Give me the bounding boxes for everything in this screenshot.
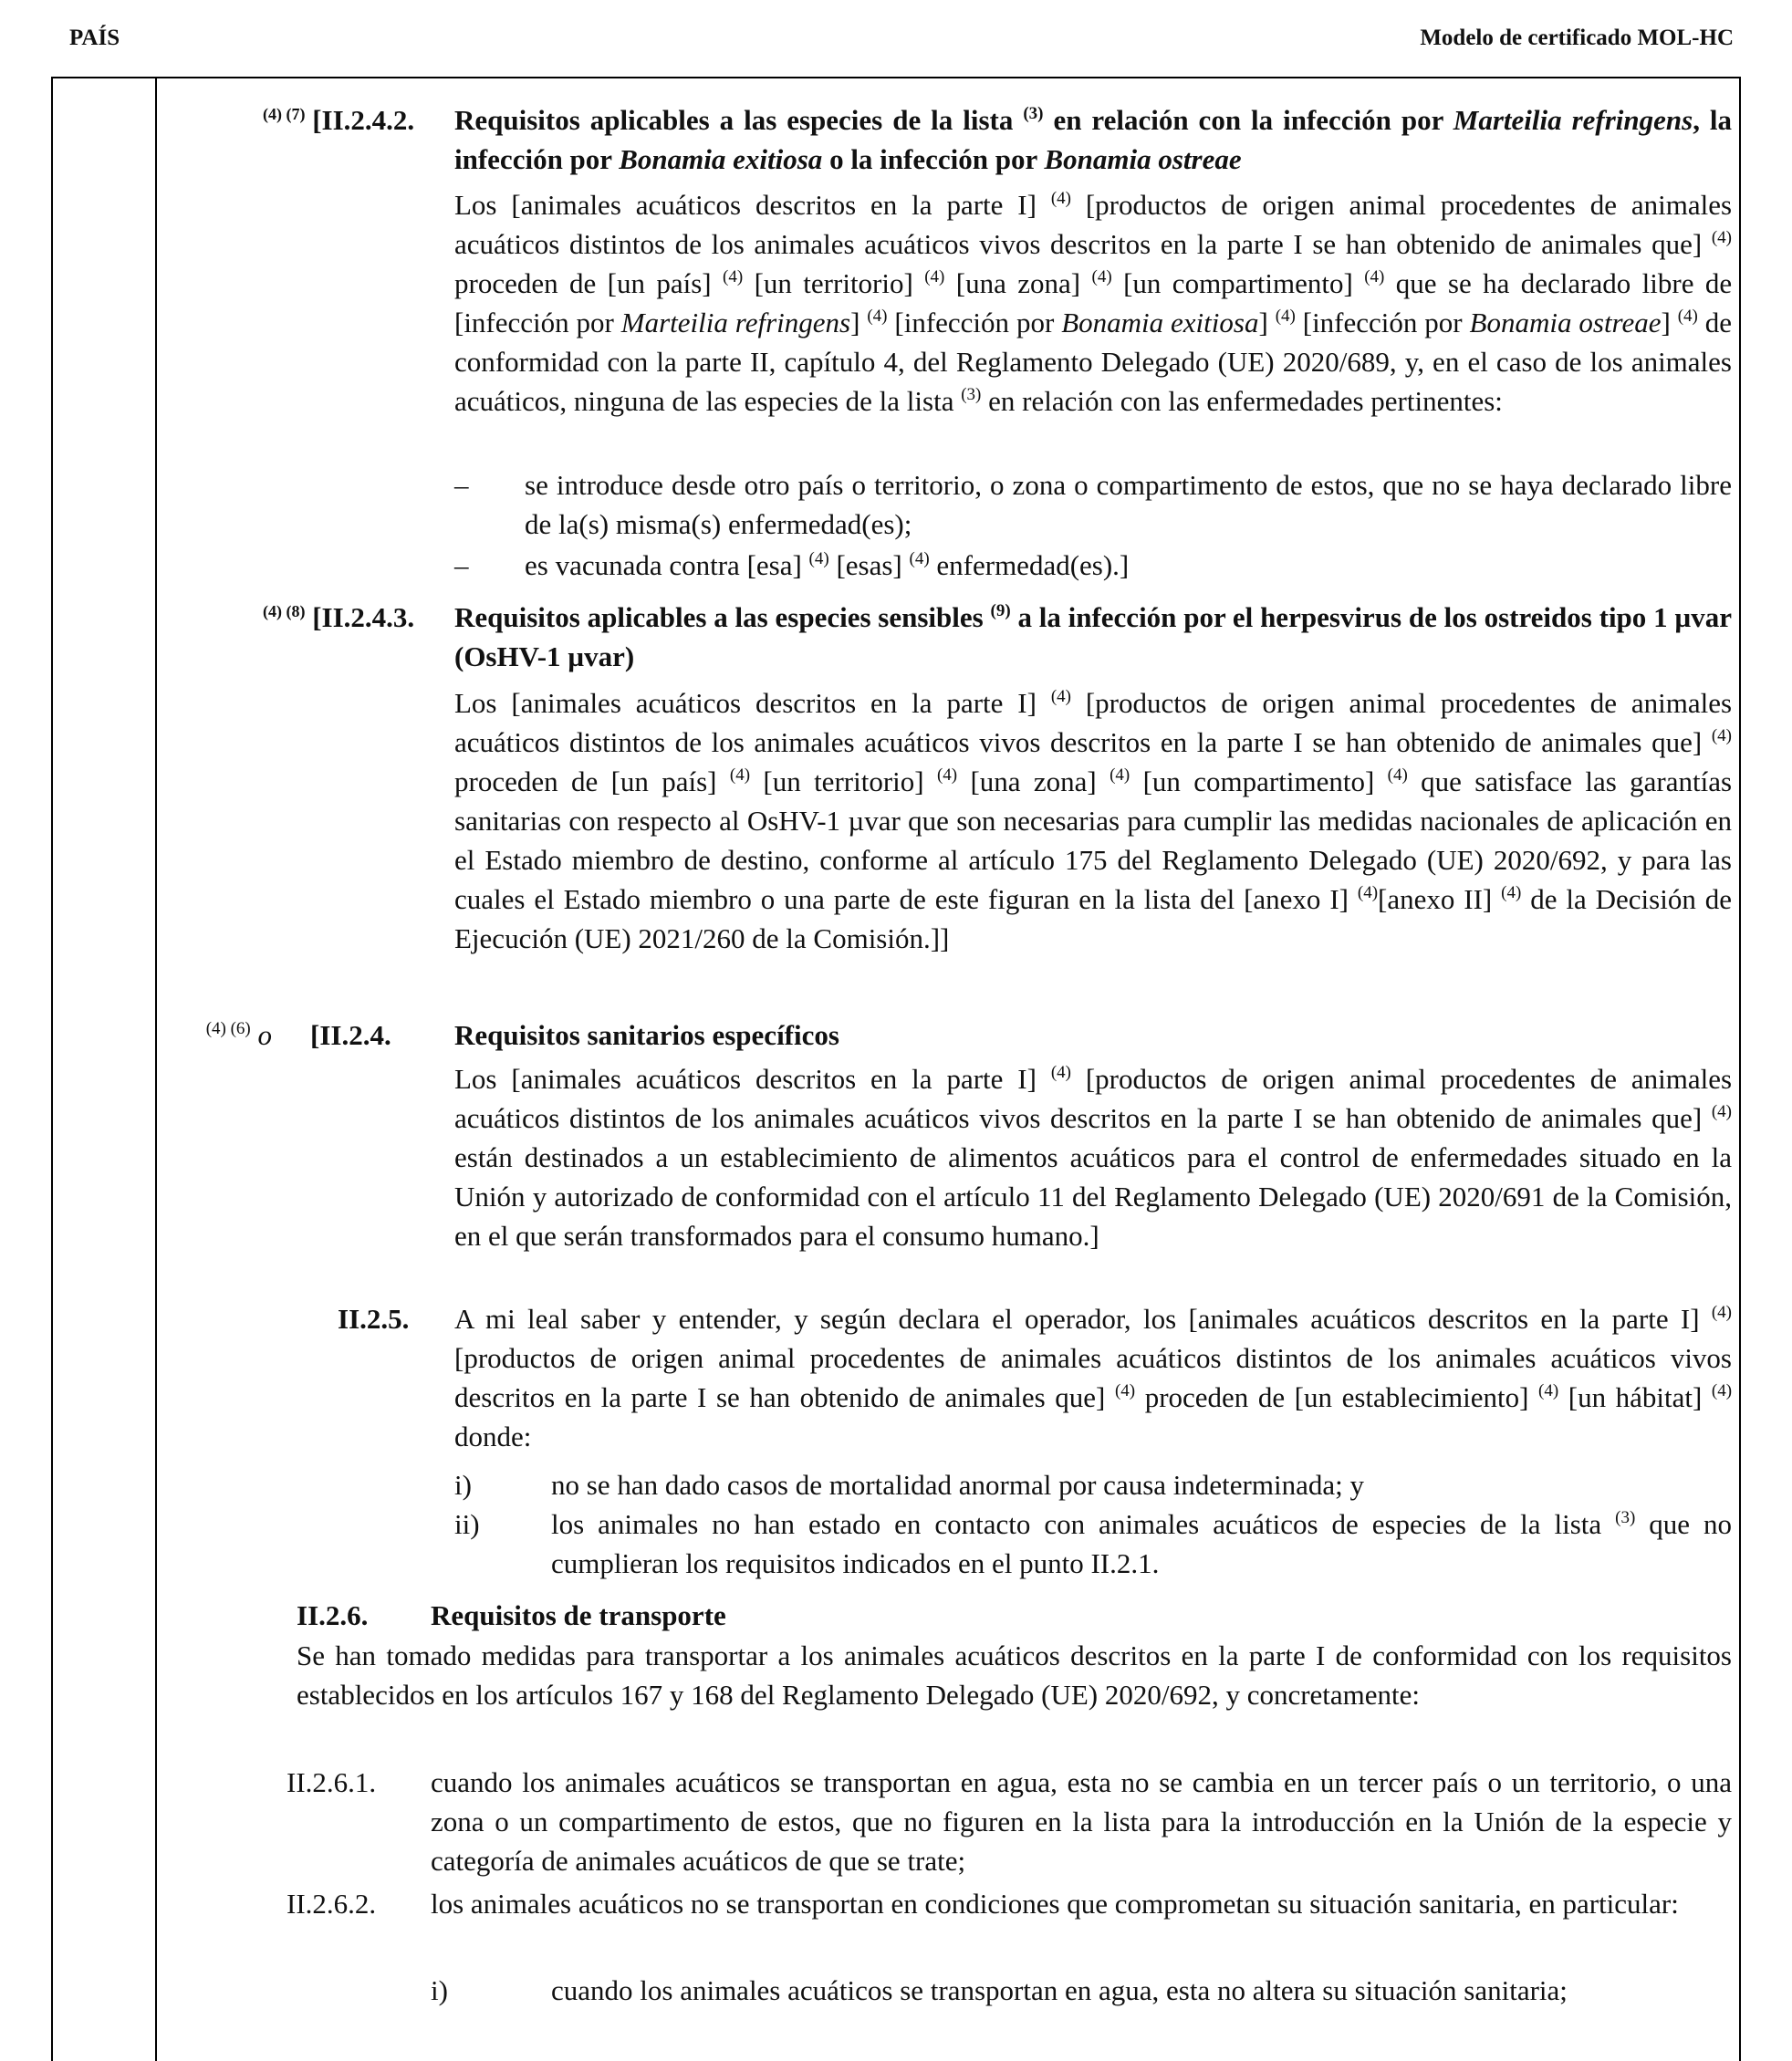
footnote-ref: (3) xyxy=(1023,104,1044,123)
text-run: proceden de [un país] xyxy=(454,267,712,299)
footnote-ref: (4) xyxy=(1357,883,1379,902)
text-run: que no cumplieran los requisitos indicados en el punto II.2.1. xyxy=(551,1508,1733,1579)
s262-text: los animales acuáticos no se transportan en condiciones que comprometan su situación sanitaria, en particular: xyxy=(431,1888,1679,1920)
text-run: [productos de origen animal procedentes de animales acuáticos distintos de los animales acuáticos vivos descritos en la parte I se han obtenido de animales que] xyxy=(454,687,1733,758)
s242-number: [II.2.4.2. xyxy=(312,104,415,136)
s26-title: Requisitos de transporte xyxy=(431,1599,726,1631)
footnote-ref: (4) xyxy=(924,267,945,286)
s242-h2: en relación con la infección por xyxy=(1053,104,1443,136)
footnote-ref: (4) xyxy=(1091,267,1112,286)
footnote-ref: (4) xyxy=(1275,307,1296,326)
footnote-ref: (4) xyxy=(867,307,888,326)
text-run: [productos de origen animal procedentes de animales acuáticos distintos de los animales acuáticos vivos descritos en la parte I se han obtenido de animales que] xyxy=(454,1063,1733,1134)
text-run: es vacunada contra [esa] xyxy=(525,549,802,581)
footnote-ref: (4) xyxy=(909,549,930,568)
footnote-ref: (4) xyxy=(1711,726,1732,745)
text-run: de conformidad con la parte II, capítulo 4, del Reglamento Delegado (UE) 2020/689, y, en el caso de los animales acuáticos, ninguna de las especies de la lista xyxy=(454,307,1733,417)
footnote-ref: (4) xyxy=(1711,1303,1732,1322)
text-run: [productos de origen animal procedentes de animales acuáticos distintos de los animales acuáticos vivos descritos en la parte I se han obtenido de animales que] xyxy=(454,189,1733,260)
s243-heading xyxy=(454,598,1732,676)
footnote-ref: (4) xyxy=(1387,765,1408,785)
footnote-ref: (4) xyxy=(1538,1381,1559,1400)
s24-number: [II.2.4. xyxy=(310,1019,391,1051)
text-run: [anexo II] xyxy=(1378,883,1493,915)
species-name: Bonamia ostreae xyxy=(1469,307,1662,338)
s243-h1: Requisitos aplicables a las especies sensibles xyxy=(454,601,984,633)
footnote-ref: (9) xyxy=(990,601,1011,620)
text-run: ] xyxy=(850,307,860,338)
text-run: ] xyxy=(1258,307,1268,338)
text-run: [productos de origen animal procedentes de animales acuáticos distintos de los animales acuáticos vivos descritos en la parte I se han obtenido de animales que] xyxy=(454,1342,1732,1413)
s242-h4: o la infección por xyxy=(829,143,1037,175)
footnote-ref: (4) xyxy=(1711,1102,1732,1121)
s262-number: II.2.6.2. xyxy=(287,1888,377,1920)
text-run: [un compartimento] xyxy=(1123,267,1353,299)
text-run: [esas] xyxy=(836,549,902,581)
text-run: están destinados a un establecimiento de alimentos acuáticos para el control de enfermedades situado en la Unión y autorizado de conformidad con el artículo 11 del Reglamento Delegado (UE) 2020/691 de la Comisión, en el que serán transformados para el consumo humano.] xyxy=(454,1141,1732,1252)
footnote-ref: (3) xyxy=(1615,1508,1636,1527)
footnote-ref: (4) xyxy=(1711,228,1732,247)
s25-item-ii-number: ii) xyxy=(454,1508,480,1540)
s24-title: Requisitos sanitarios específicos xyxy=(454,1019,839,1051)
footnote-ref: (4) xyxy=(936,765,958,785)
s262-item-i-number: i) xyxy=(431,1974,448,2006)
text-run: [una zona] xyxy=(970,765,1097,797)
footnote-ref: (4) xyxy=(1050,1063,1071,1082)
s242-heading xyxy=(454,100,1732,179)
s242-species-2: Bonamia exitiosa xyxy=(619,143,823,175)
s26-intro: Se han tomado medidas para transportar a los animales acuáticos descritos en la parte I de conformidad con los requisitos establecidos en los artículos 167 y 168 del Reglamento Delegado (UE) 2020/692, y concretamente: xyxy=(297,1639,1732,1711)
s25-item-i-number: i) xyxy=(454,1469,472,1501)
species-name: Marteilia refringens xyxy=(620,307,851,338)
text-run: A mi leal saber y entender, y según declara el operador, los [animales acuáticos descritos en la parte I] xyxy=(454,1303,1700,1335)
footnote-ref: (4) xyxy=(1677,307,1698,326)
text-run: los animales no han estado en contacto con animales acuáticos de especies de la lista xyxy=(551,1508,1602,1540)
s242-species-1: Marteilia refringens xyxy=(1453,104,1693,136)
footnote-ref: (4) xyxy=(1711,1381,1733,1400)
text-run: que satisface las garantías sanitarias con respecto al OsHV-1 µvar que son necesarias para cumplir las medidas nacionales de aplicación en el Estado miembro de destino, conforme al artículo 175 del Reglamento Delegado (UE) 2020/692, y para las cuales el Estado miembro o una parte de este figuran en la lista del [anexo I] xyxy=(454,765,1733,915)
s24-marker xyxy=(155,1015,272,1055)
dash-bullet: – xyxy=(454,469,469,501)
s242-paragraph xyxy=(454,185,1732,421)
s242-species-3: Bonamia ostreae xyxy=(1044,143,1242,175)
text-run: enfermedad(es).] xyxy=(936,549,1130,581)
footnote-ref: (4) xyxy=(808,549,829,568)
footnote-ref: (4) xyxy=(1364,267,1385,286)
s242-h1: Requisitos aplicables a las especies de la lista xyxy=(454,104,1014,136)
text-run: [un territorio] xyxy=(763,765,924,797)
s242-h3: , la infección por xyxy=(454,104,1733,175)
text-run: [un compartimento] xyxy=(1142,765,1375,797)
text-run: [infección por xyxy=(1302,307,1463,338)
dash-bullet: – xyxy=(454,549,469,581)
header-country: PAÍS xyxy=(69,26,120,50)
s26-number: II.2.6. xyxy=(297,1599,369,1631)
s25-paragraph xyxy=(454,1299,1732,1456)
text-run: [un hábitat] xyxy=(1568,1381,1703,1413)
text-run: [infección por xyxy=(894,307,1055,338)
footnote-ref: (4) xyxy=(1110,765,1130,785)
s24-paragraph xyxy=(454,1059,1732,1255)
footnote-marker: (4) (7) xyxy=(263,105,306,123)
text-run: proceden de [un país] xyxy=(454,765,717,797)
s261-number: II.2.6.1. xyxy=(287,1766,377,1798)
footnote-ref: (4) xyxy=(1050,687,1071,706)
text-run: de la Decisión de Ejecución (UE) 2021/260 de la Comisión.]] xyxy=(454,883,1733,954)
or-marker: o xyxy=(257,1019,272,1051)
text-run: proceden de [un establecimiento] xyxy=(1144,1381,1529,1413)
footnote-ref: (4) xyxy=(723,267,744,286)
text-run: donde: xyxy=(454,1421,532,1452)
text-run: Los [animales acuáticos descritos en la parte I] xyxy=(454,1063,1037,1095)
s25-item-i: no se han dado casos de mortalidad anormal por causa indeterminada; y xyxy=(551,1469,1364,1501)
s242-list-item-1: se introduce desde otro país o territorio, o zona o compartimento de estos, que no se haya declarado libre de la(s) misma(s) enfermedad(es); xyxy=(525,469,1732,540)
header-model: Modelo de certificado MOL-HC xyxy=(1420,26,1734,50)
footnote-marker: (4) (8) xyxy=(263,602,306,620)
footnote-ref: (4) xyxy=(1050,189,1071,208)
species-name: Bonamia exitiosa xyxy=(1061,307,1259,338)
s243-paragraph xyxy=(454,683,1732,958)
footnote-ref: (3) xyxy=(961,385,982,404)
column-divider xyxy=(155,77,157,2061)
s25-item-ii xyxy=(551,1504,1732,1583)
footnote-marker: (4) (6) xyxy=(205,1019,251,1038)
s242-marker xyxy=(263,100,414,140)
s25-number: II.2.5. xyxy=(338,1303,410,1335)
s243-h2: a la infección por el herpesvirus de los ostreidos tipo 1 µvar (OsHV-1 µvar) xyxy=(454,601,1732,672)
s261-text: cuando los animales acuáticos se transportan en agua, esta no se cambia en un tercer país o un territorio, o una zona o un compartimento de estos, que no figuren en la lista para la introducción en la Unión de la especie y categoría de animales acuáticos de que se trate; xyxy=(431,1766,1732,1877)
text-run: en relación con las enfermedades pertinentes: xyxy=(988,385,1503,417)
s243-marker xyxy=(263,598,414,637)
text-run: Los [animales acuáticos descritos en la parte I] xyxy=(454,189,1037,221)
s262-item-i: cuando los animales acuáticos se transportan en agua, esta no altera su situación sanitaria; xyxy=(551,1974,1568,2006)
text-run: ] xyxy=(1661,307,1671,338)
text-run: Los [animales acuáticos descritos en la parte I] xyxy=(454,687,1037,719)
footnote-ref: (4) xyxy=(1501,883,1522,902)
s242-list-item-2 xyxy=(525,546,1732,585)
text-run: [un territorio] xyxy=(754,267,913,299)
s243-number: [II.2.4.3. xyxy=(312,601,415,633)
text-run: que se ha declarado libre de [infección por xyxy=(454,267,1733,338)
text-run: [una zona] xyxy=(955,267,1081,299)
footnote-ref: (4) xyxy=(1114,1381,1136,1400)
footnote-ref: (4) xyxy=(729,765,751,785)
